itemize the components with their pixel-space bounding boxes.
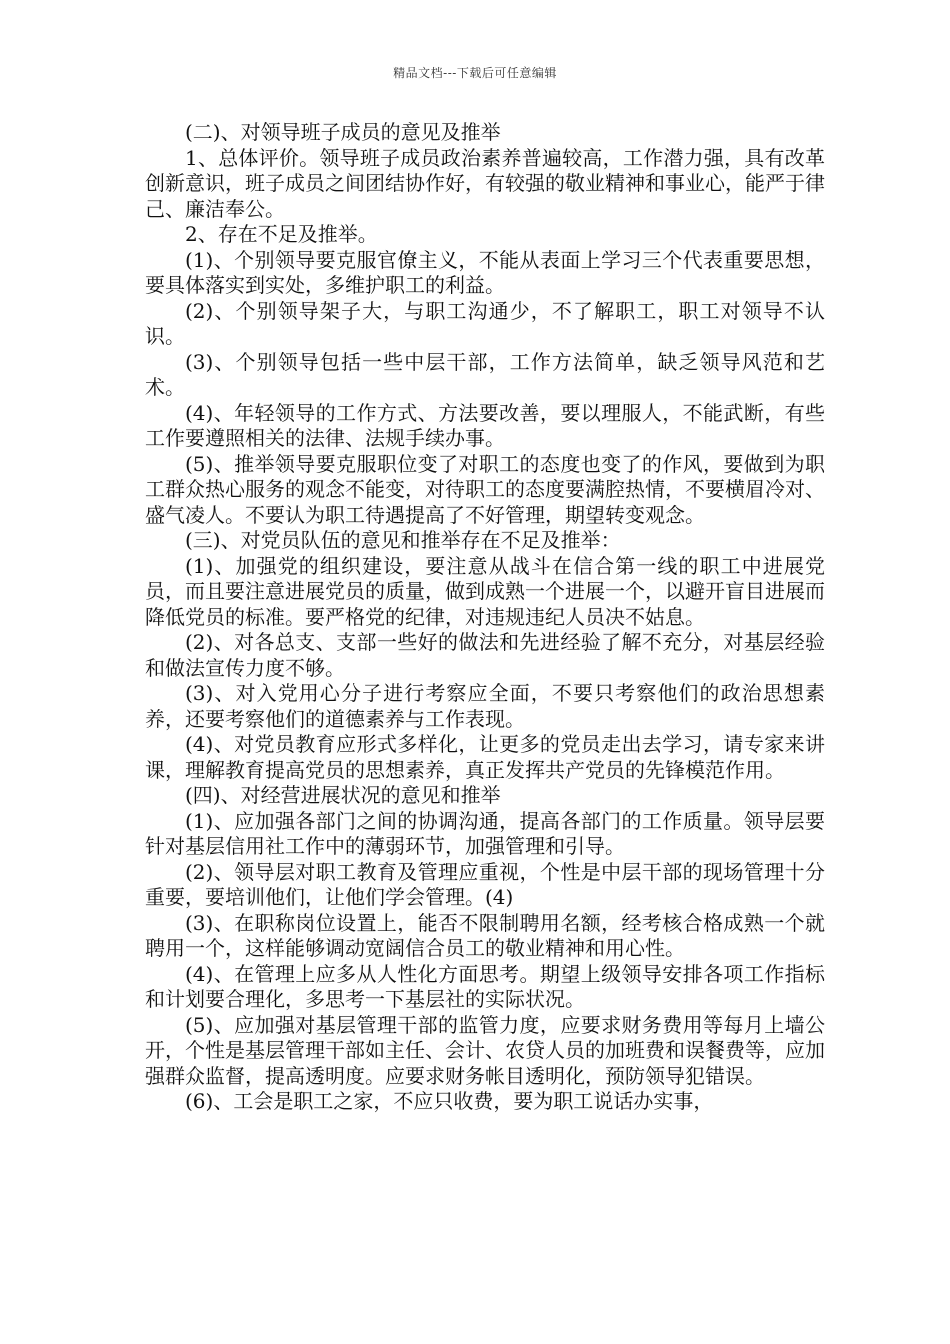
- paragraph: (1)、个别领导要克服官僚主义，不能从表面上学习三个代表重要思想，要具体落实到实处，多维护职工的利益。: [145, 247, 825, 297]
- paragraph: 2、存在不足及推举。: [185, 222, 378, 246]
- paragraph: (4)、对党员教育应形式多样化，让更多的党员走出去学习，请专家来讲课，理解教育提高党员的思想素养，真正发挥共产党员的先锋模范作用。: [145, 732, 825, 782]
- paragraph: (3)、个别领导包括一些中层干部，工作方法简单，缺乏领导风范和艺术。: [145, 349, 825, 399]
- section-heading-operations: (四)、对经营进展状况的意见和推举: [185, 783, 501, 807]
- paragraph: (1)、应加强各部门之间的协调沟通，提高各部门的工作质量。领导层要针对基层信用社工作中的薄弱环节，加强管理和引导。: [145, 808, 825, 858]
- section-heading-leadership: (二)、对领导班子成员的意见及推举: [185, 120, 501, 144]
- paragraph: (2)、对各总支、支部一些好的做法和先进经验了解不充分，对基层经验和做法宣传力度不够。: [145, 630, 825, 680]
- paragraph: (2)、个别领导架子大，与职工沟通少，不了解职工，职工对领导不认识。: [145, 298, 825, 348]
- document-body: [145, 120, 825, 1115]
- paragraph: 1、总体评价。领导班子成员政治素养普遍较高，工作潜力强，具有改革创新意识，班子成员之间团结协作好，有较强的敬业精神和事业心，能严于律己、廉洁奉公。: [145, 145, 825, 221]
- paragraph: (5)、应加强对基层管理干部的监管力度，应要求财务费用等每月上墙公开，个性是基层管理干部如主任、会计、农贷人员的加班费和误餐费等，应加强群众监督，提高透明度。应要求财务帐目透明化，预防领导犯错误。: [145, 1012, 825, 1088]
- paragraph: (1)、加强党的组织建设，要注意从战斗在信合第一线的职工中进展党员，而且要注意进展党员的质量，做到成熟一个进展一个，以避开盲目进展而降低党员的标准。要严格党的纪律，对违规违纪人员决不姑息。: [145, 553, 825, 629]
- paragraph: (3)、对入党用心分子进行考察应全面，不要只考察他们的政治思想素养，还要考察他们的道德素养与工作表现。: [145, 681, 825, 731]
- paragraph: (2)、领导层对职工教育及管理应重视，个性是中层干部的现场管理十分重要，要培训他们，让他们学会管理。(4): [145, 859, 825, 909]
- page-header: 精品文档---下载后可任意编辑: [393, 66, 557, 80]
- paragraph: (5)、推举领导要克服职位变了对职工的态度也变了的作风，要做到为职工群众热心服务的观念不能变，对待职工的态度要满腔热情，不要横眉冷对、盛气凌人。不要认为职工待遇提高了不好管理，期望转变观念。: [145, 451, 825, 527]
- paragraph: (3)、在职称岗位设置上，能否不限制聘用名额，经考核合格成熟一个就聘用一个，这样能够调动宽阔信合员工的敬业精神和用心性。: [145, 910, 825, 960]
- section-heading-party: (三)、对党员队伍的意见和推举存在不足及推举：: [185, 528, 621, 552]
- paragraph: (6)、工会是职工之家，不应只收费，要为职工说话办实事，: [185, 1089, 714, 1113]
- paragraph: (4)、年轻领导的工作方式、方法要改善，要以理服人，不能武断，有些工作要遵照相关的法律、法规手续办事。: [145, 400, 825, 450]
- paragraph: (4)、在管理上应多从人性化方面思考。期望上级领导安排各项工作指标和计划要合理化，多思考一下基层社的实际状况。: [145, 961, 825, 1011]
